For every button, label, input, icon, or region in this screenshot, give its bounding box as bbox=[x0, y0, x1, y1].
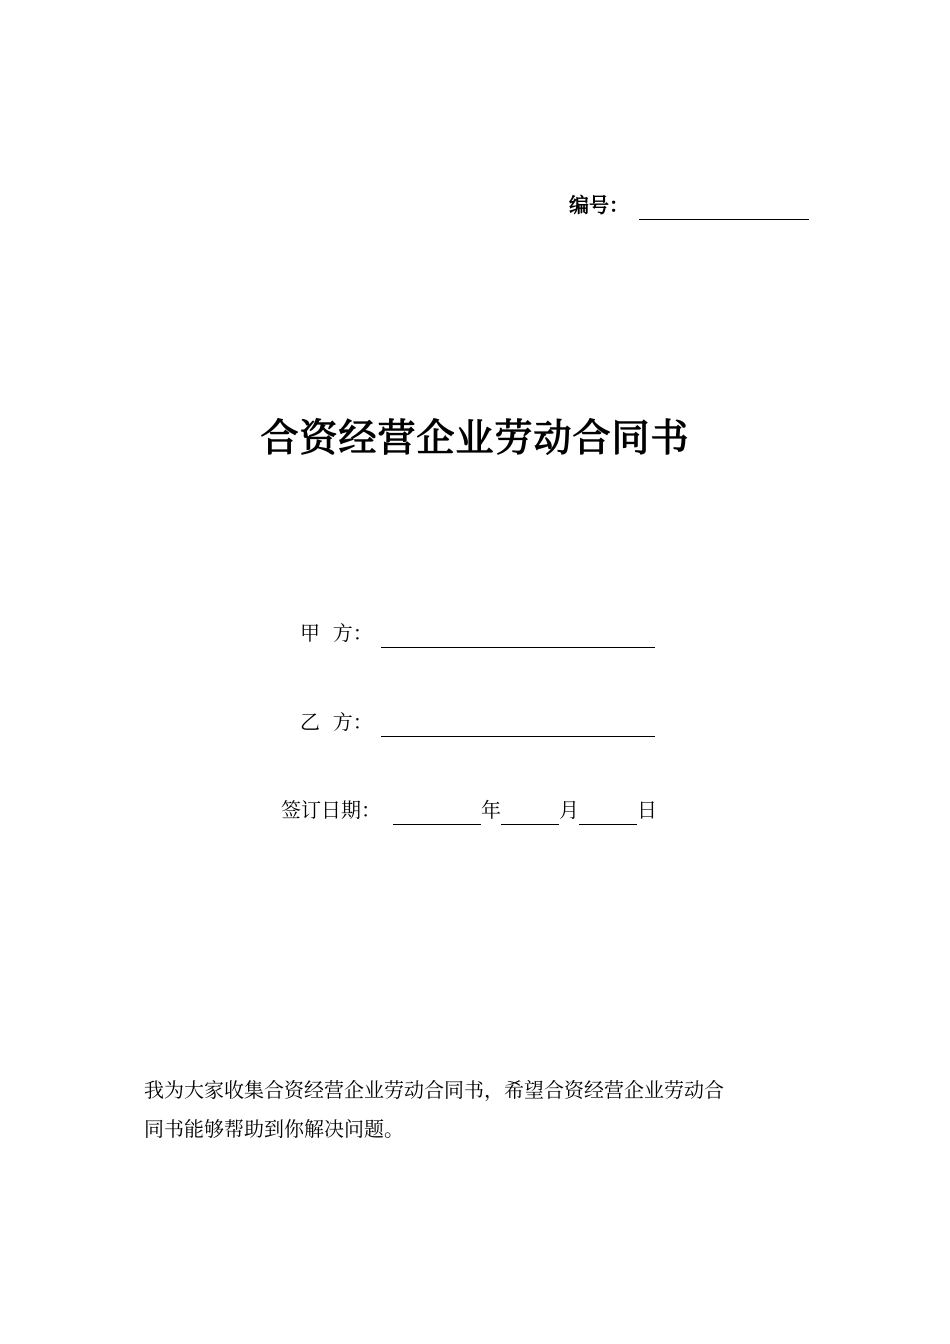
party-b-blank bbox=[381, 714, 655, 737]
contract-number-row bbox=[569, 190, 809, 220]
party-b-field bbox=[300, 707, 655, 737]
intro-line-1: 我为大家收集合资经营企业劳动合同书，希望合资经营企业劳动合 bbox=[144, 1078, 724, 1102]
month-blank bbox=[501, 802, 559, 825]
sign-date-field bbox=[281, 795, 657, 825]
intro-line-2: 同书能够帮助到你解决问题。 bbox=[144, 1117, 404, 1141]
day-label: 日 bbox=[637, 798, 657, 822]
day-blank bbox=[579, 802, 637, 825]
party-a-label: 甲 方： bbox=[300, 621, 373, 645]
contract-number-label: 编号： bbox=[569, 193, 629, 217]
party-b-label: 乙 方： bbox=[300, 710, 373, 734]
year-label: 年 bbox=[481, 798, 501, 822]
party-a-blank bbox=[381, 625, 655, 648]
year-blank bbox=[393, 802, 481, 825]
sign-date-label: 签订日期： bbox=[281, 798, 381, 822]
party-a-field bbox=[300, 618, 655, 648]
month-label: 月 bbox=[559, 798, 579, 822]
document-title: 合资经营企业劳动合同书 bbox=[260, 416, 690, 460]
contract-number-blank bbox=[639, 197, 809, 220]
intro-paragraph bbox=[144, 1071, 809, 1149]
